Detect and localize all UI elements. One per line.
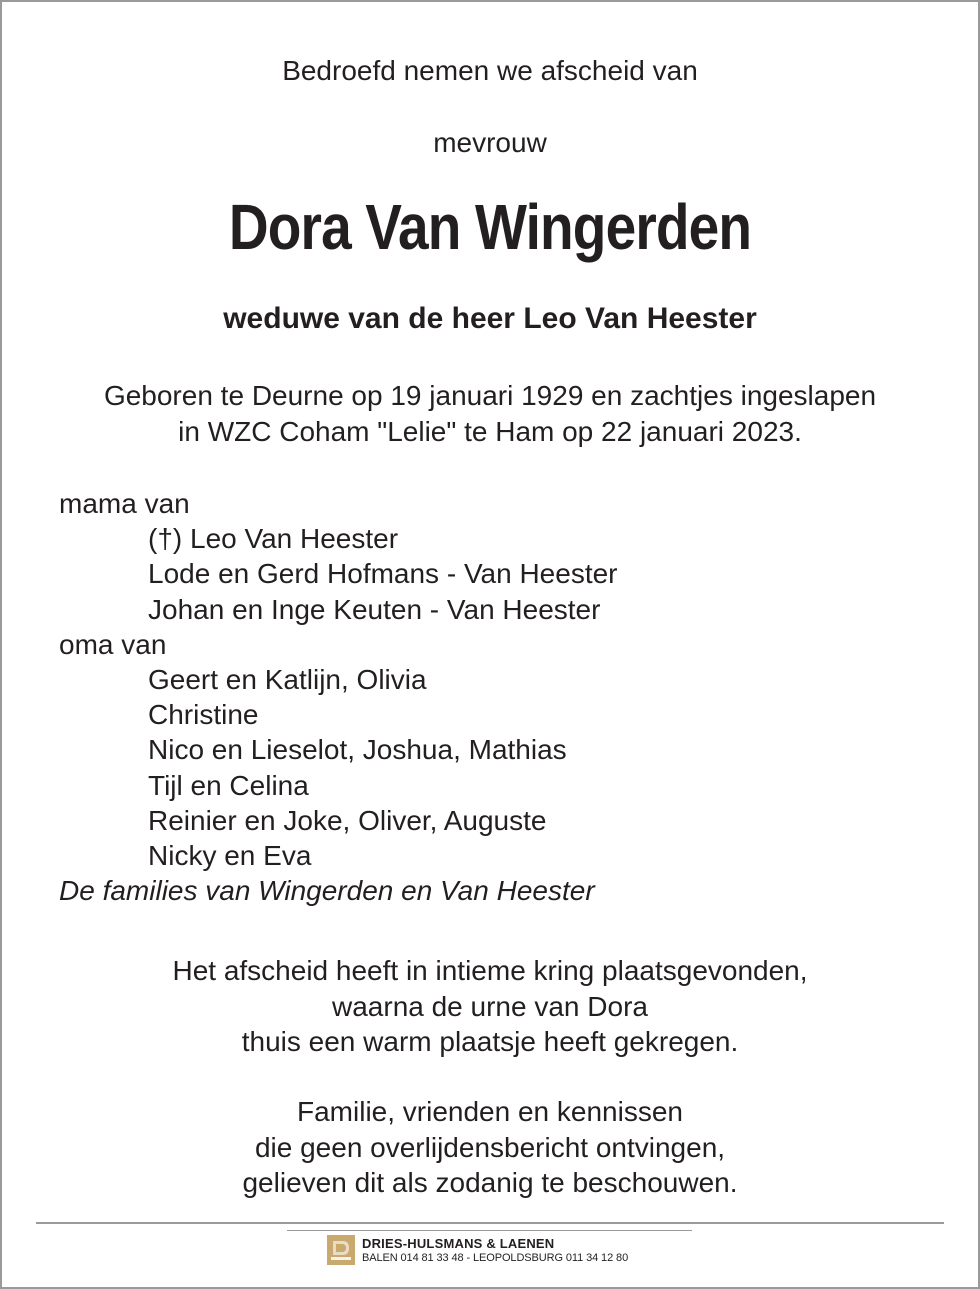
death-line: in WZC Coham "Lelie" te Ham op 22 januari 2023. <box>178 416 802 447</box>
grandchild-entry: Tijl en Celina <box>148 769 309 801</box>
intro-text: Bedroefd nemen we afscheid van <box>282 55 698 86</box>
grandchild-entry: Nico en Lieselot, Joshua, Mathias <box>148 734 567 766</box>
notice-paragraph <box>0 1094 980 1201</box>
grandchild-entry: Reinier en Joke, Oliver, Auguste <box>148 804 547 836</box>
footer-divider <box>36 1222 944 1224</box>
widow-of: weduwe van de heer Leo Van Heester <box>223 302 757 335</box>
family-list <box>59 486 618 908</box>
child-entry: (†) Leo Van Heester <box>148 523 399 555</box>
farewell-line: thuis een warm plaatsje heeft gekregen. <box>241 1026 739 1057</box>
undertaker-logo-icon <box>327 1235 355 1265</box>
mama-label: mama van <box>59 488 190 519</box>
birth-death-info <box>0 378 980 450</box>
notice-line: gelieven dit als zodanig te beschouwen. <box>242 1167 738 1198</box>
farewell-paragraph <box>0 953 980 1060</box>
grandchild-entry: Geert en Katlijn, Olivia <box>148 663 427 695</box>
undertaker-contact: BALEN 014 81 33 48 - LEOPOLDSBURG 011 34 12 80 <box>362 1252 629 1264</box>
grandchild-entry: Christine <box>148 699 259 731</box>
notice-line: Familie, vrienden en kennissen <box>297 1096 683 1127</box>
grandchild-entry: Nicky en Eva <box>148 839 312 871</box>
child-entry: Lode en Gerd Hofmans - Van Heester <box>148 558 618 590</box>
honorific: mevrouw <box>433 127 547 158</box>
deceased-name: Dora Van Wingerden <box>228 191 752 263</box>
families-line: De families van Wingerden en Van Heester <box>59 875 595 907</box>
farewell-line: waarna de urne van Dora <box>332 990 648 1022</box>
footer-subdivider <box>287 1230 692 1231</box>
notice-line: die geen overlijdensbericht ontvingen, <box>254 1131 726 1163</box>
birth-line: Geboren te Deurne op 19 januari 1929 en zachtjes ingeslapen <box>103 380 877 411</box>
oma-label: oma van <box>59 628 167 660</box>
farewell-line: Het afscheid heeft in intieme kring plaatsgevonden, <box>172 955 808 986</box>
undertaker-name: DRIES-HULSMANS & LAENEN <box>362 1236 555 1251</box>
child-entry: Johan en Inge Keuten - Van Heester <box>148 593 601 625</box>
